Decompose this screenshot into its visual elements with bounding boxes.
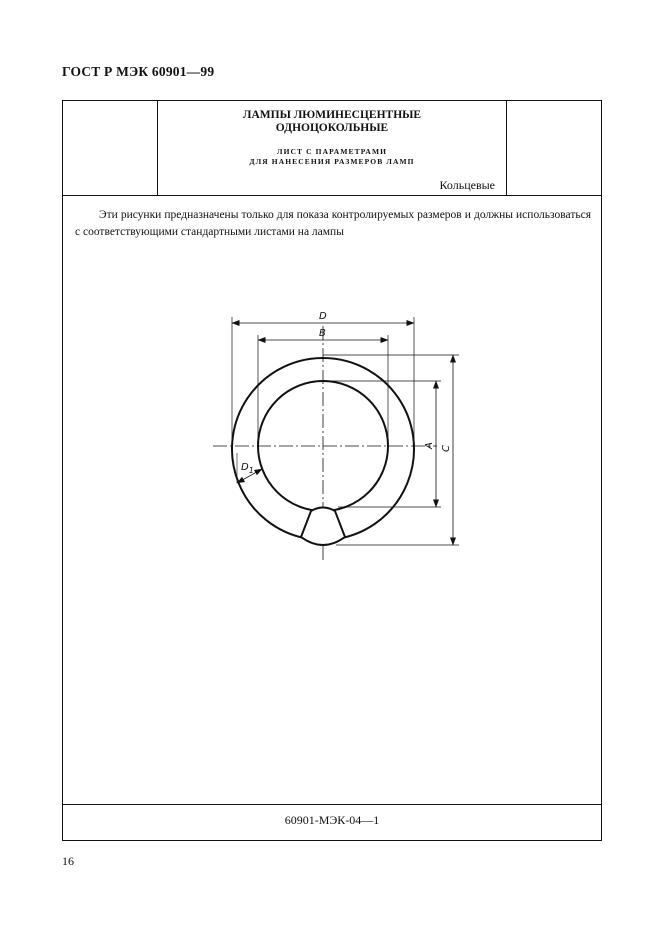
footer-top-rule [63,804,601,805]
dim-label-d1-sub: 1 [248,466,254,475]
sheet-title-line2: ОДНОЦОКОЛЬНЫЕ [275,122,389,134]
dim-label-b: B [319,328,326,339]
dim-label-c: C [441,445,452,452]
page-number: 16 [62,854,74,868]
description-text: Эти рисунки предназначены только для показа контролируемых размеров и должны использоваться с соответствующими стандартными листами на лампы [75,209,591,238]
standard-code: ГОСТ Р МЭК 60901—99 [62,64,215,79]
sheet-identifier: 60901-МЭК-04—1 [284,813,380,827]
sheet-subtitle-line1: ЛИСТ С ПАРАМЕТРАМИ [276,147,388,156]
dim-label-d1 [241,462,254,475]
ring-lamp-drawing [63,101,601,801]
sheet-title-line1: ЛАМПЫ ЛЮМИНЕСЦЕНТНЫЕ [242,109,422,121]
dim-label-a: A [424,442,435,449]
dim-label-d1-main: D [241,462,249,473]
dim-label-d: D [319,311,327,322]
data-sheet-frame [62,100,602,841]
lamp-base-cap [301,508,345,546]
sheet-subtitle-line2: ДЛЯ НАНЕСЕНИЯ РАЗМЕРОВ ЛАМП [249,157,415,166]
lamp-type-label: Кольцевые [439,178,495,192]
